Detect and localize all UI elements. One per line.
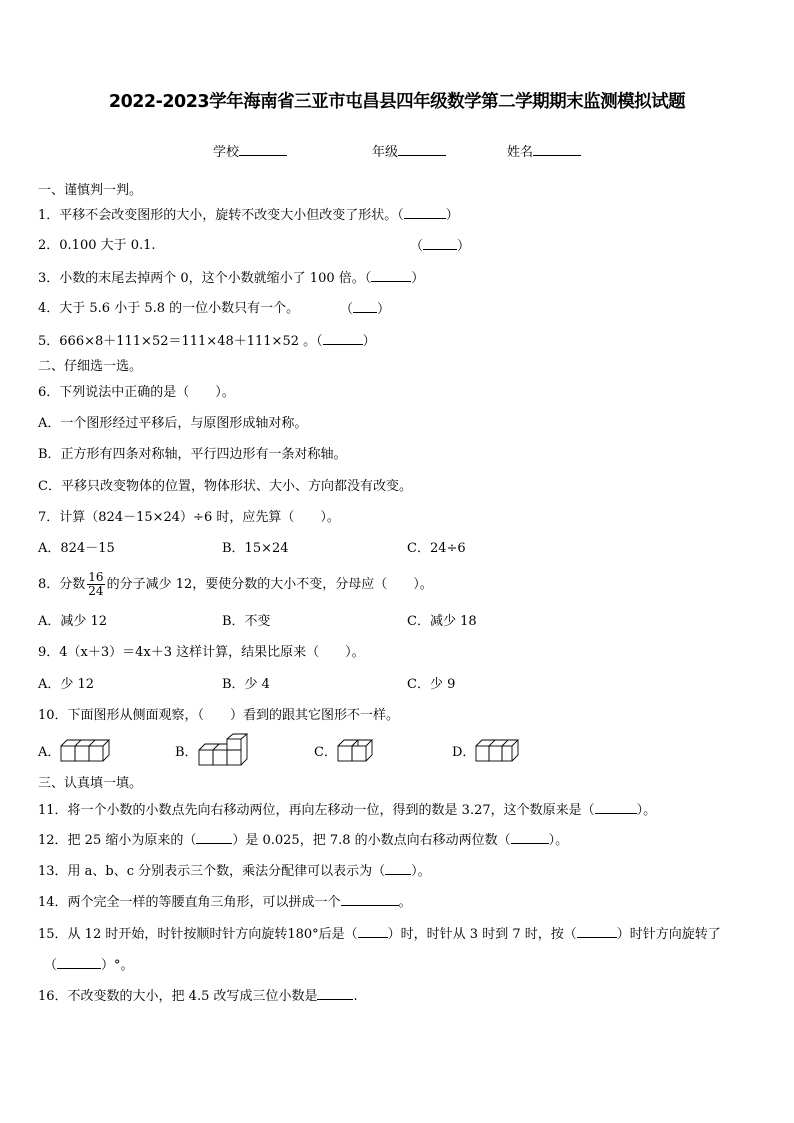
- answer-blank-11[interactable]: [595, 802, 637, 814]
- question-4: 4．大于 5.6 小于 5.8 的一位小数只有一个。: [38, 301, 300, 316]
- question-14: 14．两个完全一样的等腰直角三角形，可以拼成一个 。: [38, 895, 412, 910]
- answer-blank-12a[interactable]: [196, 832, 232, 844]
- question-15: 15．从 12 时开始，时针按顺时针方向旋转180°后是（ ）时，时针从 3 时到 7 时，按（ ）时针方向旋转了: [38, 927, 721, 942]
- question-7-option-c[interactable]: C．24÷6: [407, 541, 466, 556]
- question-16: 16．不改变数的大小，把 4.5 改写成三位小数是 .: [38, 989, 358, 1004]
- cube-figure-b: [198, 733, 250, 767]
- cube-figure-a: [60, 738, 110, 764]
- page-title: 2022-2023学年海南省三亚市屯昌县四年级数学第二学期期末监测模拟试题: [108, 92, 686, 112]
- question-1: 1．平移不会改变图形的大小，旋转不改变大小但改变了形状。（ ）: [38, 208, 459, 223]
- answer-blank-2[interactable]: [423, 238, 457, 250]
- answer-blank-5[interactable]: [323, 333, 363, 345]
- question-6-option-b[interactable]: B．正方形有四条对称轴，平行四边形有一条对称轴。: [38, 447, 347, 462]
- section-heading-3: 三、认真填一填。: [38, 776, 143, 791]
- grade-field: [372, 141, 446, 160]
- question-2: 2．0.100 大于 0.1.: [38, 238, 156, 253]
- fraction-numerator: 16: [88, 570, 104, 584]
- cube-figure-c: [337, 738, 379, 764]
- question-8: 8．分数 $\frac{16}{24}$ 的分子减少 12，要使分数的大小不变，分母应（ ）。: [38, 570, 433, 598]
- question-10-option-c[interactable]: C．: [314, 745, 337, 760]
- answer-blank-15c[interactable]: [57, 957, 101, 969]
- question-10-option-d[interactable]: D．: [452, 745, 476, 760]
- question-8-option-c[interactable]: C．减少 18: [407, 614, 477, 629]
- question-8-option-a[interactable]: A．减少 12: [38, 614, 108, 629]
- question-7-option-a[interactable]: A．824－15: [38, 541, 115, 556]
- section-heading-1: 一、谨慎判一判。: [38, 183, 143, 198]
- cube-figure-d: [475, 738, 519, 764]
- question-9-option-a[interactable]: A．少 12: [38, 677, 95, 692]
- answer-blank-14[interactable]: [341, 894, 399, 906]
- question-4-answer: （ ）: [340, 302, 391, 317]
- school-label: 学校: [213, 145, 240, 160]
- name-label: 姓名: [507, 145, 534, 160]
- answer-blank-15a[interactable]: [358, 926, 388, 938]
- school-field: [213, 141, 287, 160]
- question-9: 9．4（x＋3）＝4x＋3 这样计算，结果比原来（ ）。: [38, 645, 365, 660]
- question-3: 3．小数的末尾去掉两个 0，这个小数就缩小了 100 倍。（ ）: [38, 271, 425, 286]
- question-7: 7．计算（824－15×24）÷6 时，应先算（ ）。: [38, 510, 340, 525]
- name-blank[interactable]: [533, 143, 581, 156]
- question-2-answer: （ ）: [410, 239, 471, 254]
- question-6: 6．下列说法中正确的是（ ）。: [38, 385, 235, 400]
- answer-blank-15b[interactable]: [577, 926, 617, 938]
- question-8-option-b[interactable]: B．不变: [222, 614, 271, 629]
- section-heading-2: 二、仔细选一选。: [38, 359, 143, 374]
- grade-blank[interactable]: [398, 143, 446, 156]
- school-blank[interactable]: [239, 143, 287, 156]
- question-10-option-a[interactable]: A．: [38, 745, 61, 760]
- answer-blank-12b[interactable]: [511, 832, 549, 844]
- question-10-option-b[interactable]: B．: [175, 745, 198, 760]
- answer-blank-16[interactable]: [317, 988, 353, 1000]
- question-15-line-2: （ ）°。: [44, 958, 134, 973]
- question-9-option-c[interactable]: C．少 9: [407, 677, 456, 692]
- question-7-option-b[interactable]: B．15×24: [222, 541, 289, 556]
- question-10: 10．下面图形从侧面观察，（ ）看到的跟其它图形不一样。: [38, 708, 400, 723]
- question-11: 11．将一个小数的小数点先向右移动两位，再向左移动一位，得到的数是 3.27，这个数原来是（ ）。: [38, 803, 657, 818]
- question-9-option-b[interactable]: B．少 4: [222, 677, 270, 692]
- grade-label: 年级: [372, 145, 399, 160]
- fraction-denominator: 24: [88, 584, 104, 598]
- question-6-option-a[interactable]: A．一个图形经过平移后，与原图形成轴对称。: [38, 416, 308, 431]
- answer-blank-4[interactable]: [353, 301, 377, 313]
- question-13: 13．用 a、b、c 分别表示三个数，乘法分配律可以表示为（ ）。: [38, 864, 431, 879]
- question-6-option-c[interactable]: C．平移只改变物体的位置，物体形状、大小、方向都没有改变。: [38, 479, 412, 494]
- name-field: [507, 141, 581, 160]
- answer-blank-1[interactable]: [404, 207, 446, 219]
- question-5: 5．666×8＋111×52＝111×48＋111×52 。（ ）: [38, 334, 376, 349]
- fraction: [87, 571, 104, 598]
- question-12: 12．把 25 缩小为原来的（ ）是 0.025，把 7.8 的小数点向右移动两位数（ ）。: [38, 833, 569, 848]
- answer-blank-3[interactable]: [371, 270, 411, 282]
- answer-blank-13[interactable]: [385, 863, 411, 875]
